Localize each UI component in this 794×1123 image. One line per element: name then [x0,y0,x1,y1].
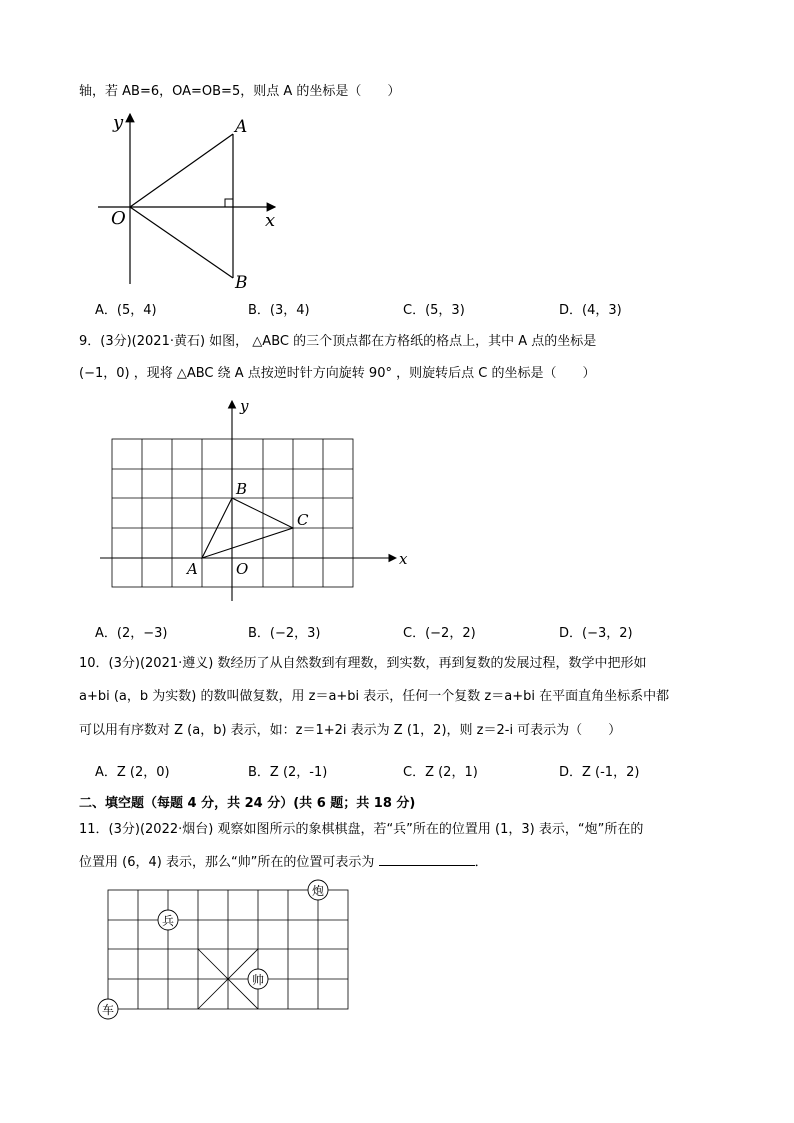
q10-option-c[interactable]: C．Z (2，1) [403,765,478,780]
q10-stem-line2: a+bi (a，b 为实数) 的数叫做复数，用 z＝a+bi 表示，任何一个复数 z＝a+bi 在平面直角坐标系中都 [79,689,670,704]
q9-grid-figure [100,397,410,603]
q11-stem-line1: 11．(3分)(2022·烟台) 观察如图所示的象棋棋盘，若“兵”所在的位置用 (1，3) 表示，“炮”所在的 [79,822,644,837]
q10-stem-line3: 可以用有序数对 Z (a，b) 表示，如：z＝1+2i 表示为 Z (1，2)，则 z＝2-i 可表示为（ ） [79,723,622,738]
q9-option-b[interactable]: B．(−2，3) [248,626,321,641]
q8-label-a: A [235,117,248,137]
q9-label-x: x [399,550,408,568]
q8-label-o: O [111,208,126,229]
q9-label-b: B [236,480,248,498]
q11-answer-blank[interactable] [379,853,475,866]
q8-label-x: x [265,210,276,231]
q11-chessboard-figure [92,878,357,1023]
q9-label-o: O [236,560,249,578]
q11-piece-che-label: 车 [101,1003,115,1017]
q11-stem-line2 [79,853,488,871]
q8-option-d[interactable]: D．(4，3) [559,303,622,318]
q11-stem-line2-text: 位置用 (6，4) 表示，那么“帅”所在的位置可表示为 [79,855,375,870]
q8-option-b[interactable]: B．(3，4) [248,303,310,318]
q10-option-d[interactable]: D．Z (-1，2) [559,765,640,780]
q9-stem-line2: (−1，0) ，现将 △ABC 绕 A 点按逆时针方向旋转 90° ，则旋转后点 C 的坐标是（ ） [79,366,596,381]
q8-label-y: y [113,112,124,133]
q9-label-c: C [297,511,309,529]
q10-stem-line1: 10．(3分)(2021·遵义) 数经历了从自然数到有理数，到实数，再到复数的发展过程，数学中把形如 [79,656,647,671]
q11-board-grid [108,890,348,1009]
q9-option-d[interactable]: D．(−3，2) [559,626,633,641]
q9-label-y: y [240,397,249,415]
q10-option-a[interactable]: A．Z (2，0) [95,765,170,780]
q11-piece-shuai-label: 帅 [251,973,265,987]
q8-segment-oa [130,134,233,207]
q8-option-a[interactable]: A．(5，4) [95,303,157,318]
q9-label-a: A [187,560,198,578]
q9-option-a[interactable]: A．(2，−3) [95,626,168,641]
q9-stem-line1: 9．(3分)(2021·黄石) 如图， △ABC 的三个顶点都在方格纸的格点上，其中 A 点的坐标是 [79,334,597,349]
q8-figure [95,108,295,293]
q11-piece-pao-label: 炮 [311,884,325,898]
q8-label-b: B [235,273,248,293]
q11-stem-period: ． [474,855,488,870]
q8-segment-ob [130,207,233,278]
q11-piece-bing-label: 兵 [161,914,175,928]
q8-option-c[interactable]: C．(5，3) [403,303,465,318]
q8-right-angle-mark [225,199,233,207]
q10-option-b[interactable]: B．Z (2，-1) [248,765,328,780]
q8-stem-tail: 轴，若 AB=6，OA=OB=5，则点 A 的坐标是（ ） [79,84,401,99]
section-title: 二、填空题（每题 4 分，共 24 分）(共 6 题；共 18 分) [79,796,416,811]
q9-option-c[interactable]: C．(−2，2) [403,626,476,641]
